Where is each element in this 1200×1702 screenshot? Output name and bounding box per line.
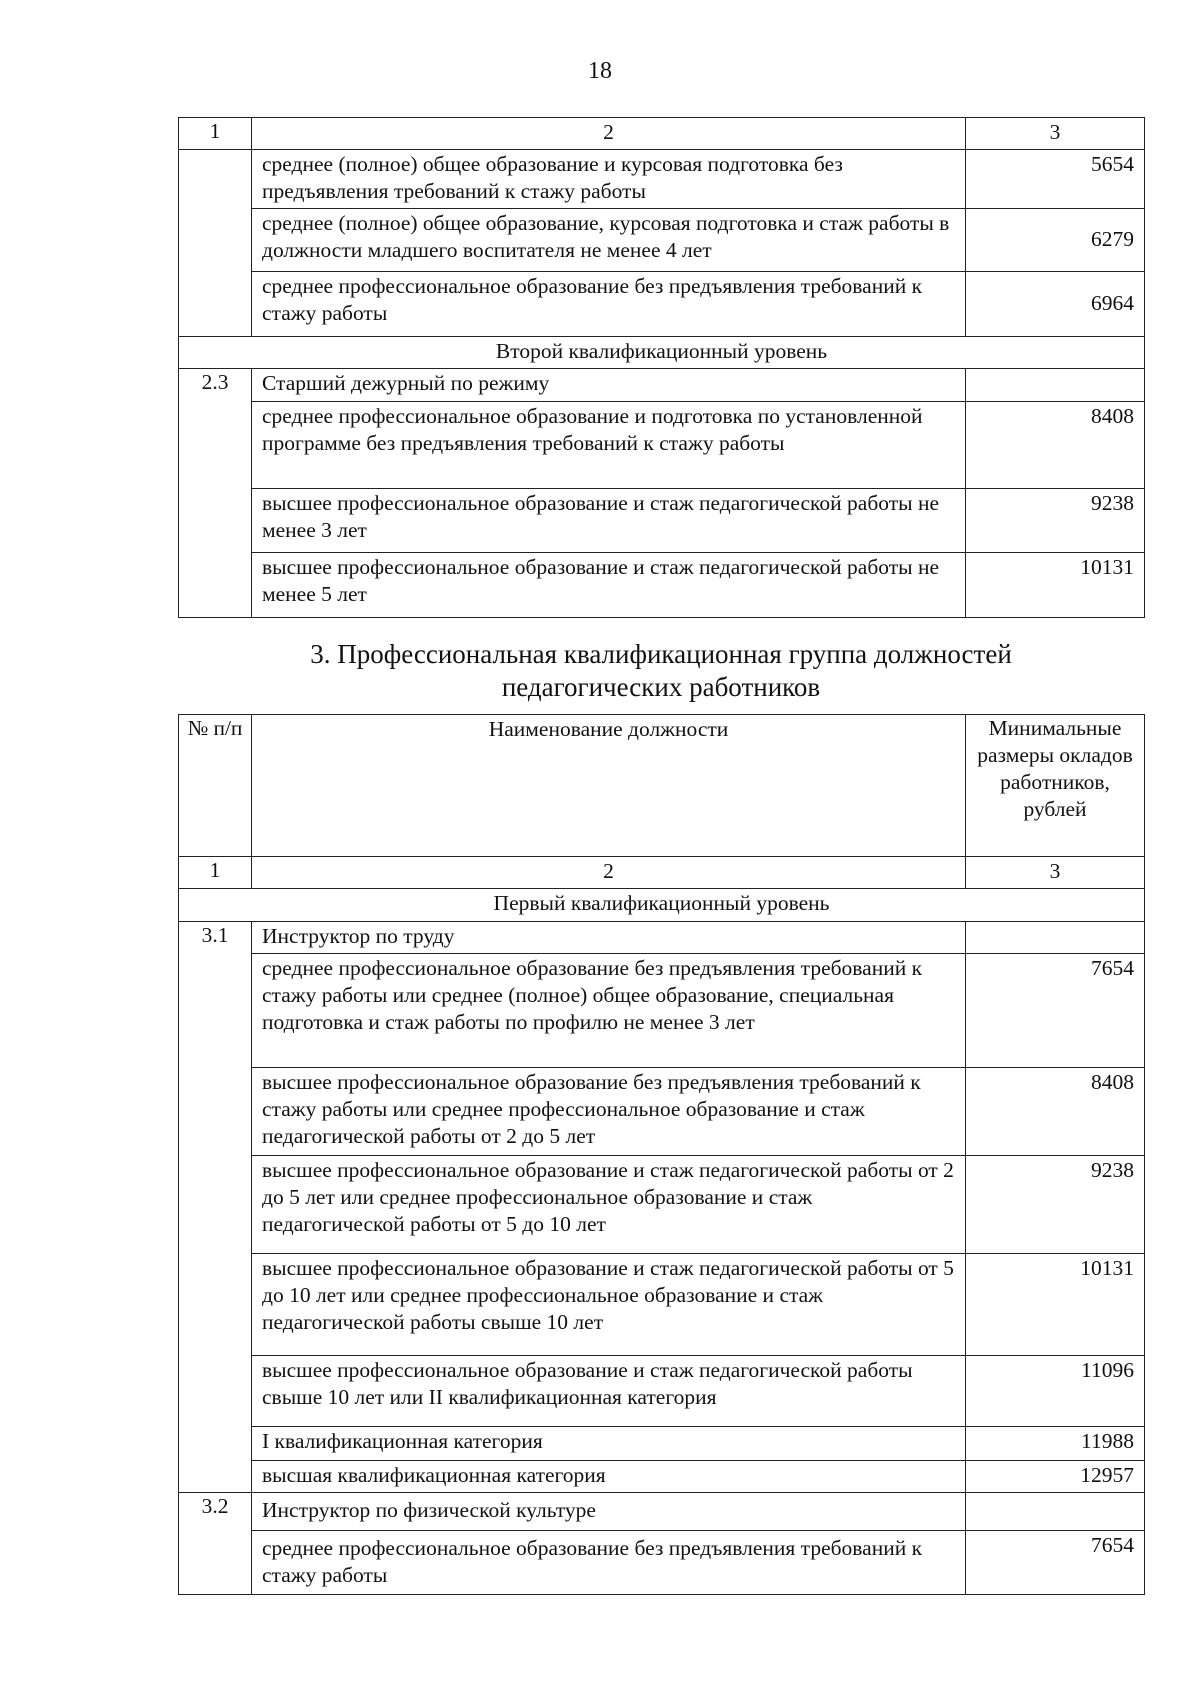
position-number: 2.3 xyxy=(179,369,252,618)
level-title-row xyxy=(179,337,1145,369)
salary-value: 8408 xyxy=(966,1068,1145,1156)
table-row xyxy=(179,1356,1145,1427)
salary-value: 10131 xyxy=(966,1254,1145,1356)
requirement-text: высшее профессиональное образование и стаж педагогической работы свыше 10 лет или II квалификационная категория xyxy=(252,1356,966,1427)
header-salary: Минимальные размеры окладов работников, рублей xyxy=(966,715,1145,857)
position-row xyxy=(179,1493,1145,1531)
level-title: Второй квалификационный уровень xyxy=(179,337,1145,369)
col-number-3: 3 xyxy=(966,118,1145,150)
col-number-2: 2 xyxy=(252,118,966,150)
table-row xyxy=(179,1461,1145,1493)
table-row xyxy=(179,553,1145,618)
requirement-text: высшее профессиональное образование и стаж педагогической работы не менее 5 лет xyxy=(252,553,966,618)
salary-value: 11096 xyxy=(966,1356,1145,1427)
level-title: Первый квалификационный уровень xyxy=(179,889,1145,922)
salary-value: 7654 xyxy=(966,954,1145,1068)
empty-value-cell xyxy=(966,369,1145,402)
requirement-text: среднее профессиональное образование без предъявления требований к стажу работы xyxy=(252,1531,966,1595)
salary-value: 9238 xyxy=(966,1156,1145,1254)
col-number-3: 3 xyxy=(966,857,1145,889)
position-row xyxy=(179,369,1145,402)
column-number-row xyxy=(179,118,1145,150)
page-number: 18 xyxy=(588,58,612,84)
table-row xyxy=(179,489,1145,553)
section-title xyxy=(178,638,1144,704)
col-number-1: 1 xyxy=(179,118,252,150)
requirement-text: высшая квалификационная категория xyxy=(252,1461,966,1493)
table-row xyxy=(179,1068,1145,1156)
table-row xyxy=(179,1427,1145,1461)
requirement-text: высшее профессиональное образование без предъявления требований к стажу работы или среднее профессиональное образование и стаж педагогической работы от 2 до 5 лет xyxy=(252,1068,966,1156)
salary-value: 12957 xyxy=(966,1461,1145,1493)
header-row xyxy=(179,715,1145,857)
salary-value: 5654 xyxy=(966,150,1145,209)
salary-value: 10131 xyxy=(966,553,1145,618)
table-row xyxy=(179,1531,1145,1595)
section-title-line-1: 3. Профессиональная квалификационная группа должностей xyxy=(310,639,1012,669)
requirement-text: среднее (полное) общее образование и курсовая подготовка без предъявления требований к стажу работы xyxy=(252,150,966,209)
requirement-text: среднее профессиональное образование и подготовка по установленной программе без предъявления требований к стажу работы xyxy=(252,402,966,489)
requirement-text: среднее профессиональное образование без предъявления требований к стажу работы xyxy=(252,272,966,337)
table-row xyxy=(179,272,1145,337)
requirement-text: I квалификационная категория xyxy=(252,1427,966,1461)
table-row xyxy=(179,150,1145,209)
section-title-line-2: педагогических работников xyxy=(501,672,821,702)
salary-value: 11988 xyxy=(966,1427,1145,1461)
position-number: 3.1 xyxy=(179,922,252,1493)
level-title-row xyxy=(179,889,1145,922)
table-row xyxy=(179,1156,1145,1254)
col-number-1: 1 xyxy=(179,857,252,889)
table-row xyxy=(179,209,1145,272)
salary-table xyxy=(178,714,1145,1595)
position-row xyxy=(179,922,1145,954)
requirement-text: высшее профессиональное образование и стаж педагогической работы от 2 до 5 лет или среднее профессиональное образование и стаж педагогической работы от 5 до 10 лет xyxy=(252,1156,966,1254)
col-number-2: 2 xyxy=(252,857,966,889)
salary-value: 8408 xyxy=(966,402,1145,489)
header-number: № п/п xyxy=(179,715,252,857)
position-title: Старший дежурный по режиму xyxy=(252,369,966,402)
requirement-text: среднее (полное) общее образование, курсовая подготовка и стаж работы в должности младшего воспитателя не менее 4 лет xyxy=(252,209,966,272)
requirement-text: высшее профессиональное образование и стаж педагогической работы от 5 до 10 лет или среднее профессиональное образование и стаж педагогической работы свыше 10 лет xyxy=(252,1254,966,1356)
position-number: 3.2 xyxy=(179,1493,252,1595)
table-row xyxy=(179,954,1145,1068)
salary-value: 9238 xyxy=(966,489,1145,553)
empty-value-cell xyxy=(966,922,1145,954)
table-row xyxy=(179,1254,1145,1356)
salary-value: 6279 xyxy=(966,209,1145,272)
requirement-text: высшее профессиональное образование и стаж педагогической работы не менее 3 лет xyxy=(252,489,966,553)
empty-value-cell xyxy=(966,1493,1145,1531)
empty-number-cell xyxy=(179,150,252,337)
requirement-text: среднее профессиональное образование без предъявления требований к стажу работы или среднее (полное) общее образование, специальная подготовка и стаж работы по профилю не менее 3 лет xyxy=(252,954,966,1068)
salary-table-continued xyxy=(178,117,1145,618)
header-position-name: Наименование должности xyxy=(252,715,966,857)
column-number-row xyxy=(179,857,1145,889)
salary-value: 6964 xyxy=(966,272,1145,337)
table-row xyxy=(179,402,1145,489)
position-title: Инструктор по физической культуре xyxy=(252,1493,966,1531)
salary-value: 7654 xyxy=(966,1531,1145,1595)
position-title: Инструктор по труду xyxy=(252,922,966,954)
